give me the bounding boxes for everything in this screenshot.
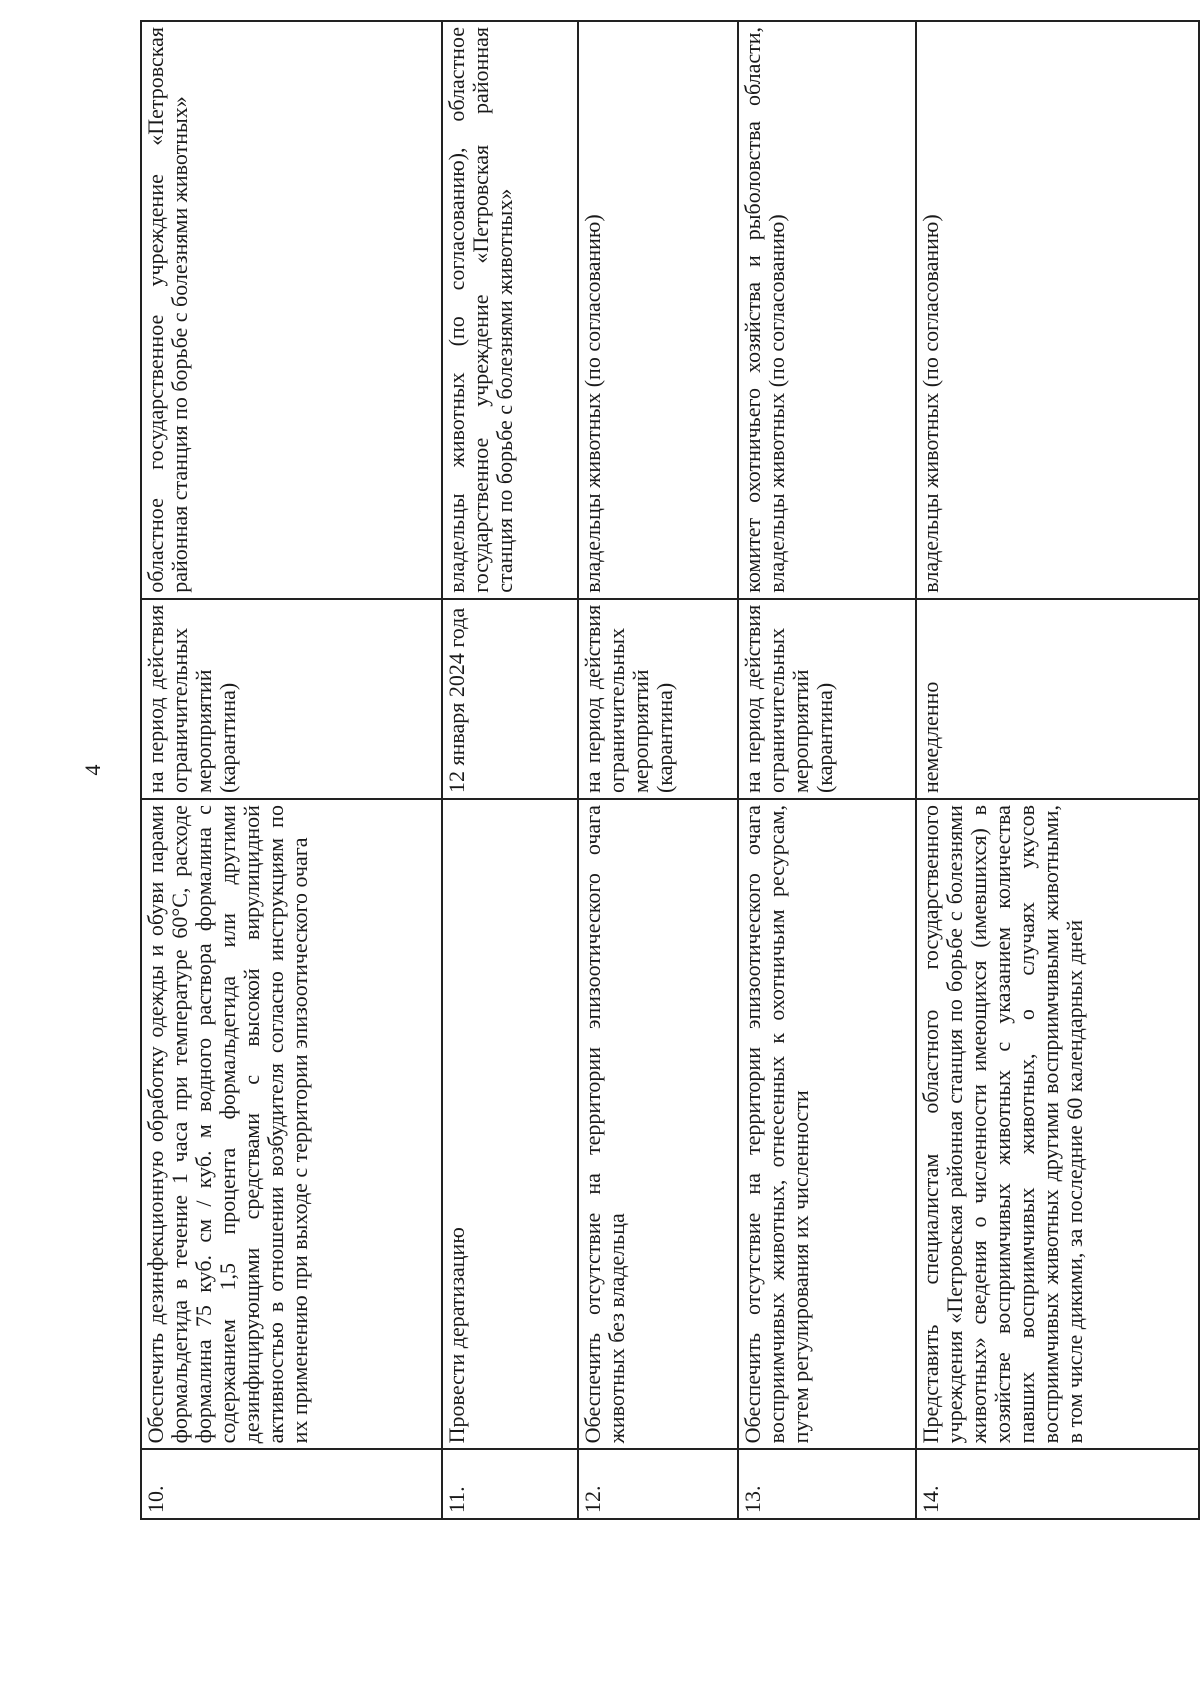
measure-term: на период действия ограничительных мероприятий (карантина)	[738, 599, 916, 799]
measure-text: Представить специалистам областного государственного учреждения «Петровская районная станция по борьбе с болезнями животных» сведения о численности имеющихся (имевшихся) в хозяйстве восприимчивых животных с указанием количества павших восприимчивых животных, о случаях укусов восприимчивых животных другими восприимчивыми животными, в том числе дикими, за последние 60 календарных дней	[916, 799, 1199, 1449]
measure-text: Обеспечить дезинфекционную обработку одежды и обуви парами формальдегида в течение 1 часа при температуре 60°С, расходе формалина 75 куб. см / куб. м водного раствора формалина с содержанием 1,5 процента формальдегида или другими дезинфицирующими средствами с высокой вирулицидной активностью в отношении возбудителя согласно инструкциям по их применению при выходе с территории эпизоотического очага	[141, 799, 442, 1449]
measure-term: 12 января 2024 года	[442, 599, 577, 799]
row-number: 14.	[916, 1449, 1199, 1519]
row-number: 10.	[141, 1449, 442, 1519]
table-row	[578, 21, 738, 1519]
measure-text: Обеспечить отсутствие на территории эпизоотического очага восприимчивых животных, отнесенных к охотничьим ресурсам, путем регулирования их численности	[738, 799, 916, 1449]
measure-term: немедленно	[916, 599, 1199, 799]
measure-responsible: областное государственное учреждение «Петровская районная станция по борьбе с болезнями животных»	[141, 21, 442, 599]
measure-responsible: комитет охотничьего хозяйства и рыболовства области, владельцы животных (по согласованию)	[738, 21, 916, 599]
table-row	[141, 21, 442, 1519]
measure-responsible: владельцы животных (по согласованию)	[578, 21, 738, 599]
page-number: 4	[80, 764, 105, 776]
measures-table	[140, 20, 1200, 1520]
row-number: 11.	[442, 1449, 577, 1519]
measure-text: Обеспечить отсутствие на территории эпизоотического очага животных без владельца	[578, 799, 738, 1449]
row-number: 13.	[738, 1449, 916, 1519]
measure-term: на период действия ограничительных мероприятий (карантина)	[578, 599, 738, 799]
table-row	[916, 21, 1199, 1519]
measure-term: на период действия ограничительных мероприятий (карантина)	[141, 599, 442, 799]
measure-text: Провести дератизацию	[442, 799, 577, 1449]
table-row	[738, 21, 916, 1519]
table-row	[442, 21, 577, 1519]
measure-responsible: владельцы животных (по согласованию)	[916, 21, 1199, 599]
row-number: 12.	[578, 1449, 738, 1519]
rotated-page	[80, 20, 1200, 1520]
measure-responsible: владельцы животных (по согласованию), областное государственное учреждение «Петровская районная станция по борьбе с болезнями животных»	[442, 21, 577, 599]
